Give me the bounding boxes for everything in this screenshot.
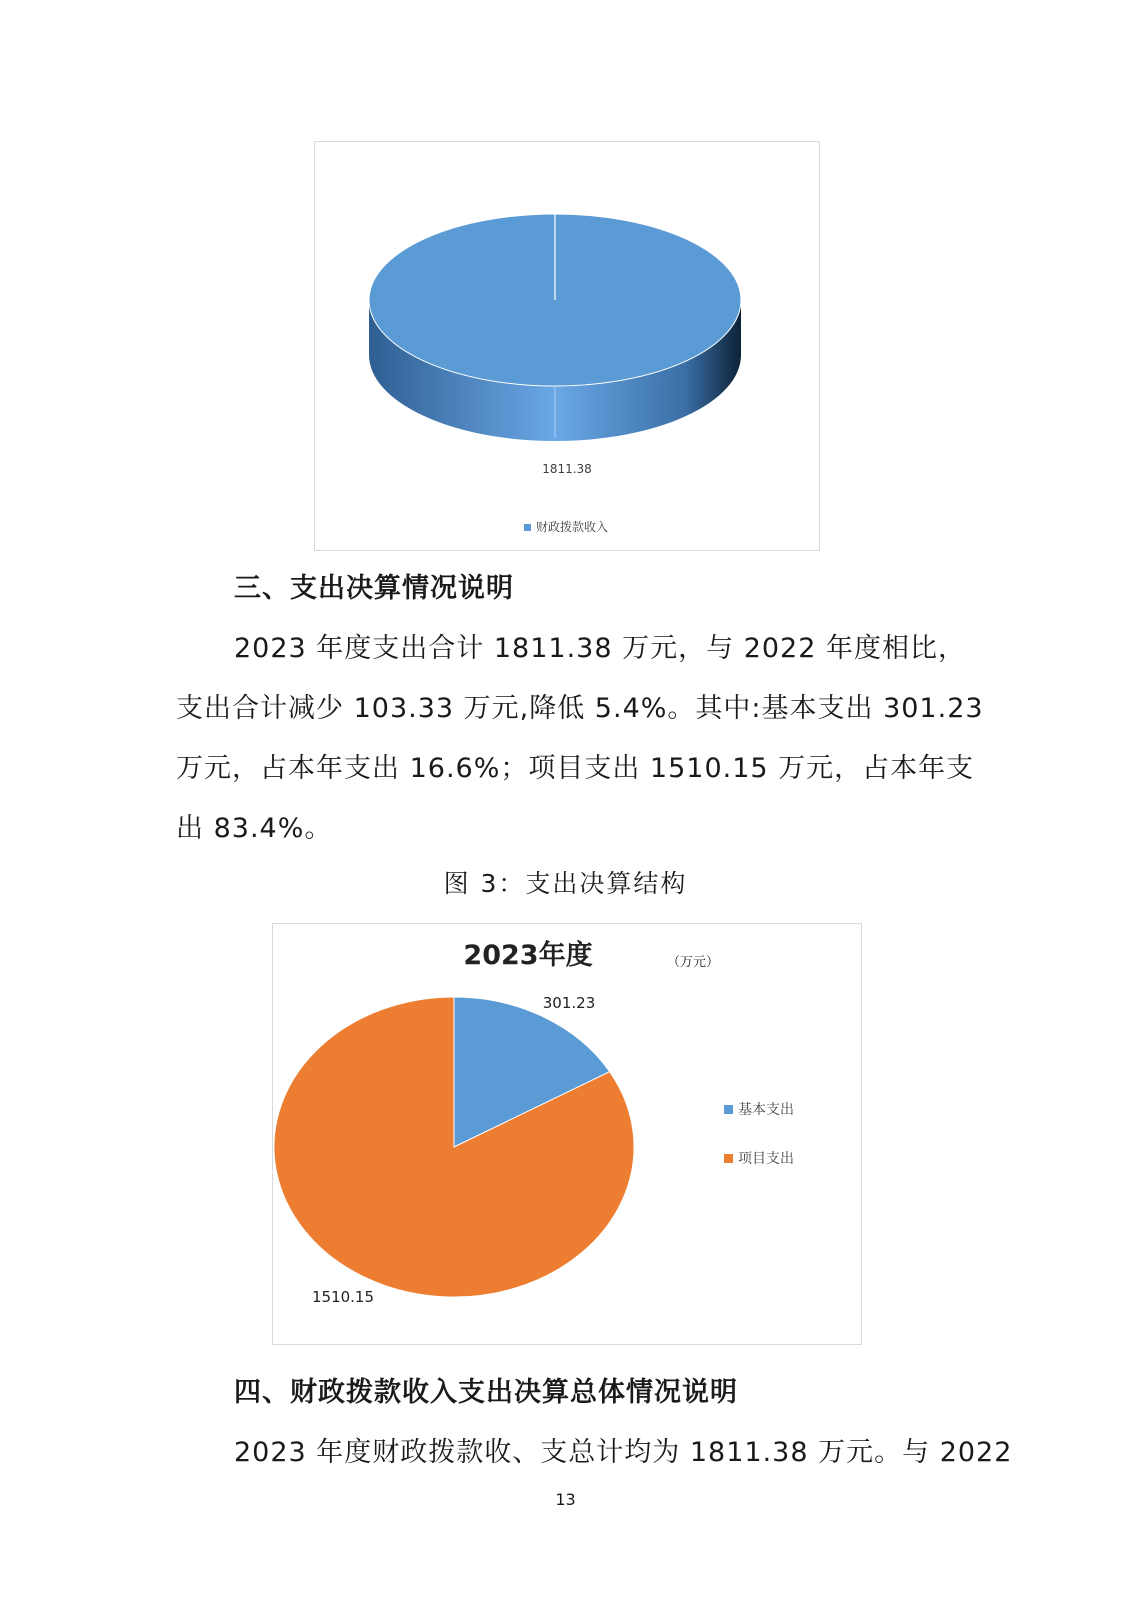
section3-line-4: 出 83.4%。 [176,813,333,844]
page-number: 13 [555,1490,576,1509]
legend-label-basic: 基本支出 [738,1102,794,1118]
section3-line-3: 万元，占本年支出 16.6%；项目支出 1510.15 万元，占本年支 [176,753,975,784]
section3-heading: 三、支出决算情况说明 [234,573,514,604]
chart-title: 2023年度 [463,940,593,971]
slice-label-project: 1510.15 [311,1288,375,1306]
legend-swatch-project [724,1154,733,1163]
slice-label-1811: 1811.38 [542,462,592,476]
chart-unit: （万元） [666,955,720,970]
legend-swatch-income [524,524,531,531]
section4-line-1: 2023 年度财政拨款收、支总计均为 1811.38 万元。与 2022 [234,1437,1013,1468]
legend-label-project: 项目支出 [738,1151,794,1167]
legend-swatch-basic [724,1105,733,1114]
income-pie-chart [314,141,820,551]
expenditure-pie-svg [273,924,861,1344]
expenditure-pie-chart [272,923,862,1345]
income-pie-svg [315,142,819,550]
legend-label-income: 财政拨款收入 [536,520,609,534]
section3-line-2: 支出合计减少 103.33 万元,降低 5.4%。其中:基本支出 301.23 [176,693,984,724]
figure-caption: 图 3：支出决算结构 [443,869,688,898]
section4-heading: 四、财政拨款收入支出决算总体情况说明 [234,1377,738,1408]
section3-line-1: 2023 年度支出合计 1811.38 万元，与 2022 年度相比， [234,633,966,664]
slice-label-basic: 301.23 [542,994,596,1012]
